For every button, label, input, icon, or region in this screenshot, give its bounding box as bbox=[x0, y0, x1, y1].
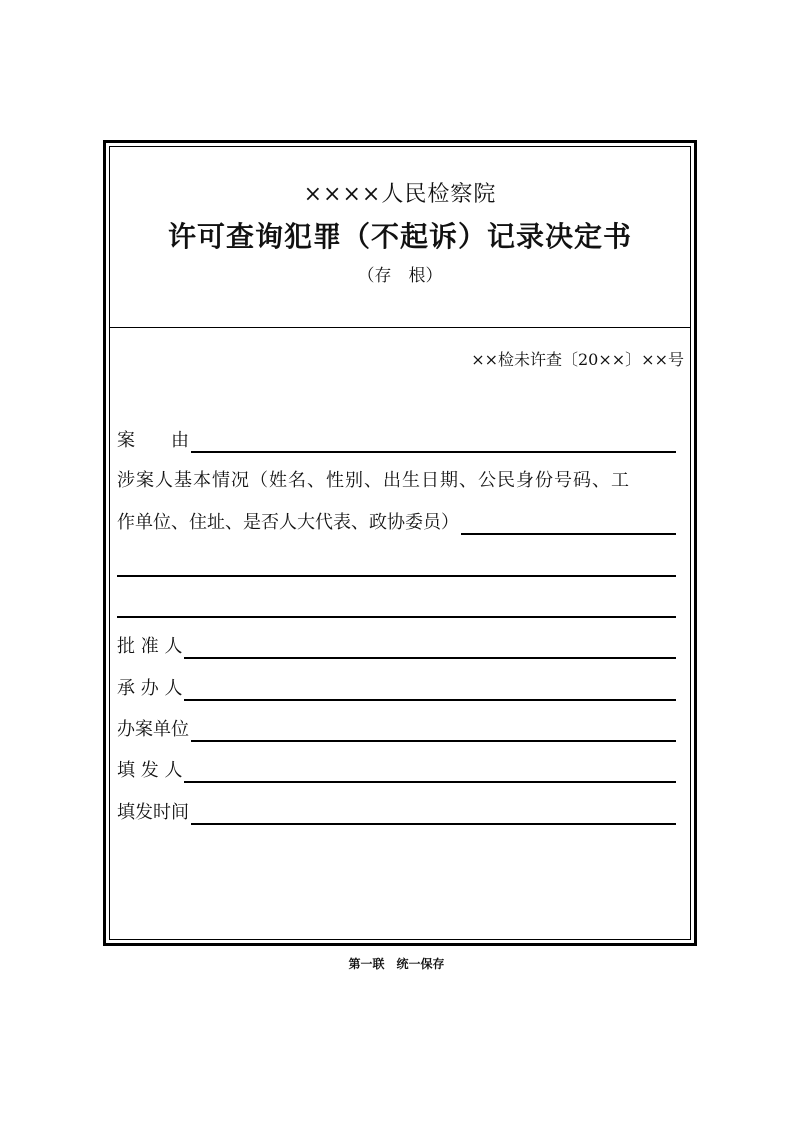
document-title: 许可查询犯罪（不起诉）记录决定书 bbox=[167, 220, 632, 253]
handling-unit-label: 办案单位 bbox=[117, 719, 189, 740]
person-info-line1: 涉案人基本情况（姓名、性别、出生日期、公民身份号码、工 bbox=[117, 470, 630, 491]
document-frame bbox=[103, 140, 697, 946]
person-info-extra-line-1[interactable] bbox=[117, 575, 676, 577]
header-section bbox=[110, 147, 690, 328]
handler-label: 承 办 人 bbox=[117, 678, 183, 699]
issuer-row bbox=[117, 759, 676, 783]
issuer-label: 填 发 人 bbox=[117, 760, 183, 781]
person-info-extra-line-2[interactable] bbox=[117, 616, 676, 618]
document-number: ××检未许查〔20××〕××号 bbox=[471, 350, 684, 369]
handler-field[interactable] bbox=[184, 679, 676, 701]
handling-unit-field[interactable] bbox=[191, 720, 676, 742]
issuer-field[interactable] bbox=[184, 761, 676, 783]
approver-field[interactable] bbox=[184, 637, 676, 659]
issue-time-label: 填发时间 bbox=[117, 802, 189, 823]
handling-unit-row bbox=[117, 718, 676, 742]
document-inner-frame bbox=[109, 146, 691, 940]
approver-label: 批 准 人 bbox=[117, 636, 183, 657]
approver-row bbox=[117, 635, 676, 659]
person-info-row bbox=[117, 511, 676, 535]
footer-note: 第一联 统一保存 bbox=[348, 957, 445, 971]
case-reason-row bbox=[117, 429, 676, 453]
handler-row bbox=[117, 677, 676, 701]
copy-type-label: （存 根） bbox=[357, 266, 443, 286]
person-info-line2: 作单位、住址、是否人大代表、政协委员） bbox=[117, 512, 459, 533]
issue-time-field[interactable] bbox=[191, 803, 676, 825]
case-reason-label: 案 由 bbox=[117, 430, 189, 451]
issue-time-row bbox=[117, 801, 676, 825]
procuratorate-name: ××××人民检察院 bbox=[303, 182, 497, 207]
person-info-field[interactable] bbox=[461, 513, 676, 535]
case-reason-field[interactable] bbox=[191, 431, 676, 453]
